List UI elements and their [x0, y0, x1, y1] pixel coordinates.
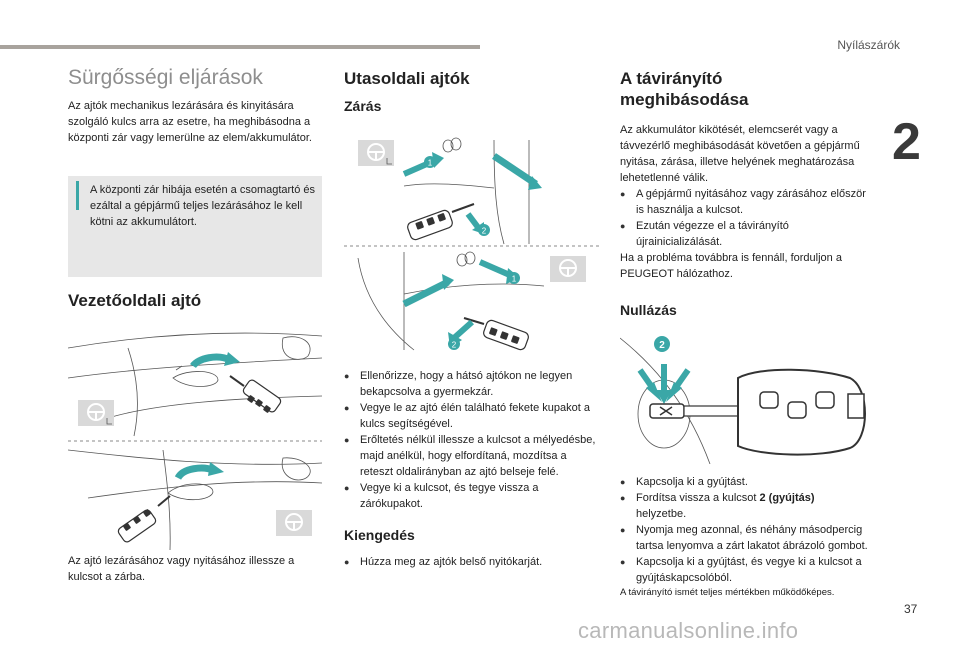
list-item: ● Vegye le az ajtó élén található fekete kupakot a kulcs segítségével.: [344, 402, 590, 430]
list-item: ● Vegye ki a kulcsot, és tegye vissza a zárókupakot.: [344, 482, 539, 510]
svg-text:1: 1: [511, 274, 517, 284]
col3-intro: Az akkumulátor kikötését, elemcserét vagy a távvezérlő meghibásodását követően a gépjármű nyitása, zárása, illetve helyének meghatározása lehetetlenné válik.: [620, 124, 860, 184]
key-icon-2: [406, 204, 474, 241]
driver-door-illustration: [68, 318, 322, 550]
passenger-door-illustration: [344, 126, 600, 364]
list-item: ● Húzza meg az ajtók belső nyitókarját.: [344, 556, 543, 568]
list-item: ● Fordítsa vissza a kulcsot 2 (gyújtás) helyzetbe.: [620, 492, 815, 520]
remote-failure-heading-line1: A távirányító: [620, 69, 723, 88]
page-number: 37: [904, 602, 918, 616]
col1-intro: Az ajtók mechanikus lezárására és kinyitására szolgáló kulcs arra az esetre, ha meghibásodna a központi zár vagy lemerülne az elem/akkumulátor.: [68, 100, 312, 144]
svg-text:1: 1: [427, 158, 433, 168]
svg-text:2: 2: [659, 340, 665, 351]
reset-steps: [620, 474, 876, 586]
svg-text:2: 2: [451, 340, 457, 350]
passenger-doors-heading: Utasoldali ajtók: [344, 69, 470, 88]
remote-after-text: Ha a probléma továbbra is fennáll, forduljon a PEUGEOT hálózathoz.: [620, 252, 842, 280]
driver-door-caption: Az ajtó lezárásához vagy nyitásához illessze a kulcsot a zárba.: [68, 555, 295, 583]
remote-steps: [620, 186, 872, 250]
remote-failure-heading-line2: meghibásodása: [620, 90, 749, 109]
list-item: ● Ellenőrizze, hogy a hátsó ajtókon ne legyen bekapcsolva a gyermekzár.: [344, 370, 573, 398]
page-title: Sürgősségi eljárások: [68, 66, 263, 89]
locking-steps: [344, 368, 602, 512]
list-item: ● Erőltetés nélkül illessze a kulcsot a mélyedésbe, majd anélkül, hogy elfordítaná, mozdítsa a reteszt oldalirányban az ajtó belseje felé.: [344, 434, 596, 478]
list-item: ● Kapcsolja ki a gyújtást, és vegye ki a kulcsot a gyújtáskapcsolóból.: [620, 556, 862, 584]
remote-failure-heading: [620, 68, 749, 110]
info-note-text: A központi zár hibája esetén a csomagtartó és ezáltal a gépjármű teljes lezárásához le kell kötni az akkumulátort.: [90, 184, 316, 228]
header-bar: [0, 45, 480, 49]
list-item: ● Nyomja meg azonnal, és néhány másodpercig tartsa lenyomva a zárt lakatot ábrázoló gombot.: [620, 524, 868, 552]
key-reset-illustration: [620, 330, 874, 464]
chapter-number: 2: [892, 113, 921, 171]
reset-subheading: Nullázás: [620, 302, 677, 318]
svg-text:2: 2: [481, 226, 487, 236]
section-title: Nyílászárók: [837, 38, 900, 52]
driver-door-heading: Vezetőoldali ajtó: [68, 291, 202, 310]
list-item: ● Ezután végezze el a távirányító újrainicializálását.: [620, 220, 789, 248]
list-item: ● Kapcsolja ki a gyújtást.: [620, 476, 748, 488]
release-subheading: Kiengedés: [344, 527, 415, 543]
key-icon: [230, 376, 282, 413]
watermark: carmanualsonline.info: [578, 618, 799, 643]
ignition-position: 2 (gyújtás): [759, 492, 815, 504]
info-icon-bar: [76, 184, 79, 210]
list-item: ● A gépjármű nyitásához vagy zárásához először is használja a kulcsot.: [620, 188, 866, 216]
locking-subheading: Zárás: [344, 98, 382, 114]
final-note: A távirányító ismét teljes mértékben működőképes.: [620, 587, 835, 598]
